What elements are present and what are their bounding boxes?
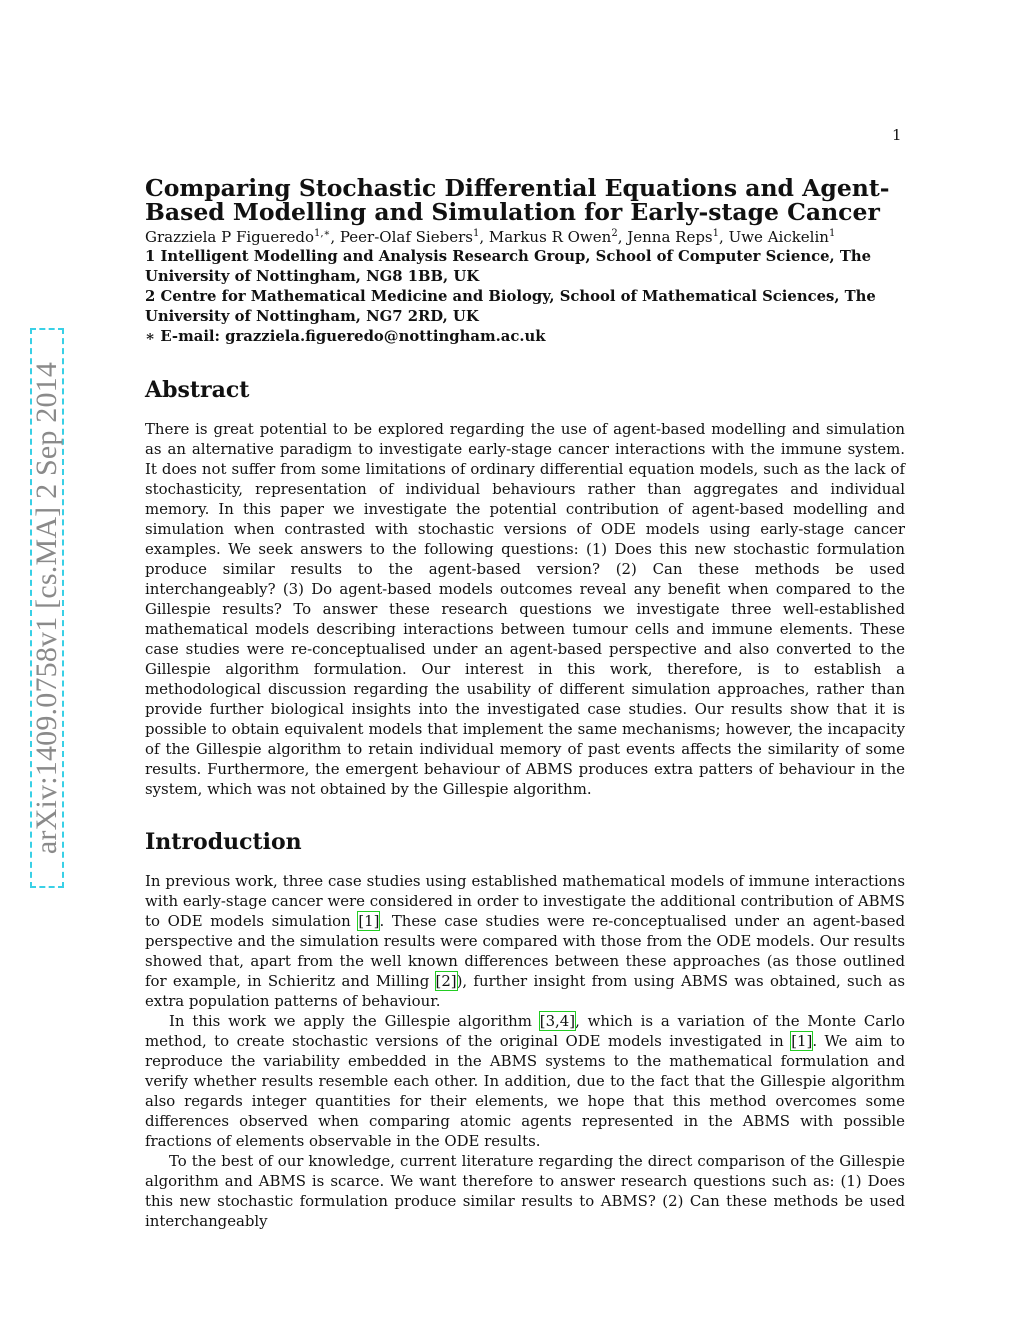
introduction-heading: Introduction bbox=[145, 829, 302, 855]
author-affiliation-mark: 1,∗ bbox=[313, 228, 331, 239]
citation-link[interactable]: [3,4] bbox=[539, 1012, 576, 1030]
abstract-text: There is great potential to be explored regarding the use of agent-based modelling and simulation as an alternative paradigm to investigate early-stage cancer interactions with the immune system. It does not suffer from some limitations of ordinary differential equation models, such as the lack of stochasticity, representation of individual behaviours rather than aggregates and individual memory. In this paper we investigate the potential contribution of agent-based modelling and simulation when contrasted with stochastic versions of ODE models using early-stage cancer examples. We seek answers to the following questions: (1) Does this new stochastic formulation produce similar results to the agent-based version? (2) Can these methods be used interchangeably? (3) Do agent-based models outcomes reveal any benefit when compared to the Gillespie results? To answer these research questions we investigate three well-established mathematical models describing interactions between tumour cells and immune elements. These case studies were re-conceptualised under an agent-based perspective and also converted to the Gillespie algorithm formulation. Our interest in this work, therefore, is to establish a methodological discussion regarding the usability of different simulation approaches, rather than provide further biological insights into the investigated case studies. Our results show that it is possible to obtain equivalent models that implement the same mechanisms; however, the incapacity of the Gillespie algorithm to retain individual memory of past events affects the similarity of some results. Furthermore, the emergent behaviour of ABMS produces extra patters of behaviour in the system, which was not obtained by the Gillespie algorithm. bbox=[145, 420, 905, 798]
text-run: . These case studies were re-conceptualised under an agent-based perspective and the simulation results were compared with those from the ODE models. Our results showed that, apart from the well known differences between these approaches (as those outlined for example, in Schieritz and Milling bbox=[145, 912, 905, 990]
citation-link[interactable]: [1] bbox=[358, 912, 380, 930]
corresponding-email: ∗ E-mail: grazziela.figueredo@nottingham.ac.uk bbox=[145, 328, 546, 345]
intro-paragraph-3: To the best of our knowledge, current literature regarding the direct comparison of the Gillespie algorithm and ABMS is scarce. We want therefore to answer research questions such as: (1) Does this new stochastic formulation produce similar results to ABMS? (2) Can these methods be used interchangeably bbox=[145, 1152, 905, 1230]
author-name: Jenna Reps bbox=[627, 228, 713, 246]
text-run: In previous work, three case studies using established mathematical models of immune interactions with early-stage cancer were considered in order to investigate the additional contribution of ABMS to ODE models simulation bbox=[145, 872, 905, 930]
paper-content bbox=[145, 176, 905, 1231]
arxiv-side-stamp[interactable] bbox=[30, 328, 64, 888]
arxiv-identifier: arXiv:1409.0758v1 [cs.MA] 2 Sep 2014 bbox=[30, 361, 63, 855]
text-run: , which is a variation of the Monte Carlo method, to create stochastic versions of the original ODE models investigated in bbox=[145, 1012, 905, 1050]
author-name: Peer-Olaf Siebers bbox=[339, 228, 473, 246]
author-name: Uwe Aickelin bbox=[728, 228, 829, 246]
author-name: Markus R Owen bbox=[488, 228, 612, 246]
author-affiliation-mark: 2 bbox=[611, 228, 618, 239]
author-affiliation-mark: 1 bbox=[472, 228, 480, 239]
author-affiliation-mark: 1 bbox=[712, 228, 720, 239]
abstract-heading: Abstract bbox=[145, 377, 250, 403]
intro-paragraph-1 bbox=[145, 871, 905, 1011]
citation-link[interactable]: [2] bbox=[435, 972, 457, 990]
author-affiliation-mark: 1 bbox=[828, 228, 836, 239]
affiliation-1: 1 Intelligent Modelling and Analysis Research Group, School of Computer Science, The University of Nottingham, NG8 1BB, UK bbox=[145, 248, 872, 285]
page-number: 1 bbox=[892, 126, 902, 144]
author-list: Grazziela P Figueredo$^{1,∗}$, Peer-Olaf Siebers$^1$, Markus R Owen$^2$, Jenna Reps$^1$, Uwe Aickelin$^1$ bbox=[145, 228, 836, 246]
citation-link[interactable]: [1] bbox=[791, 1032, 813, 1050]
affiliation-2: 2 Centre for Mathematical Medicine and Biology, School of Mathematical Sciences, The University of Nottingham, NG7 2RD, UK bbox=[145, 288, 876, 325]
author-name: Grazziela P Figueredo bbox=[145, 228, 314, 246]
text-run: ), further insight from using ABMS was obtained, such as extra population patterns of behaviour. bbox=[145, 972, 905, 1010]
text-run: In this work we apply the Gillespie algorithm bbox=[169, 1012, 540, 1030]
paper-title: Comparing Stochastic Differential Equations and Agent-Based Modelling and Simulation for Early-stage Cancer bbox=[145, 174, 890, 226]
intro-paragraph-2 bbox=[145, 1011, 905, 1151]
text-run: . We aim to reproduce the variability embedded in the ABMS systems to the mathematical formulation and verify whether results resemble each other. In addition, due to the fact that the Gillespie algorithm also regards integer quantities for their elements, we hope that this method overcomes some differences observed when comparing atomic agents represented in the ABMS with possible fractions of elements observable in the ODE results. bbox=[145, 1032, 906, 1150]
